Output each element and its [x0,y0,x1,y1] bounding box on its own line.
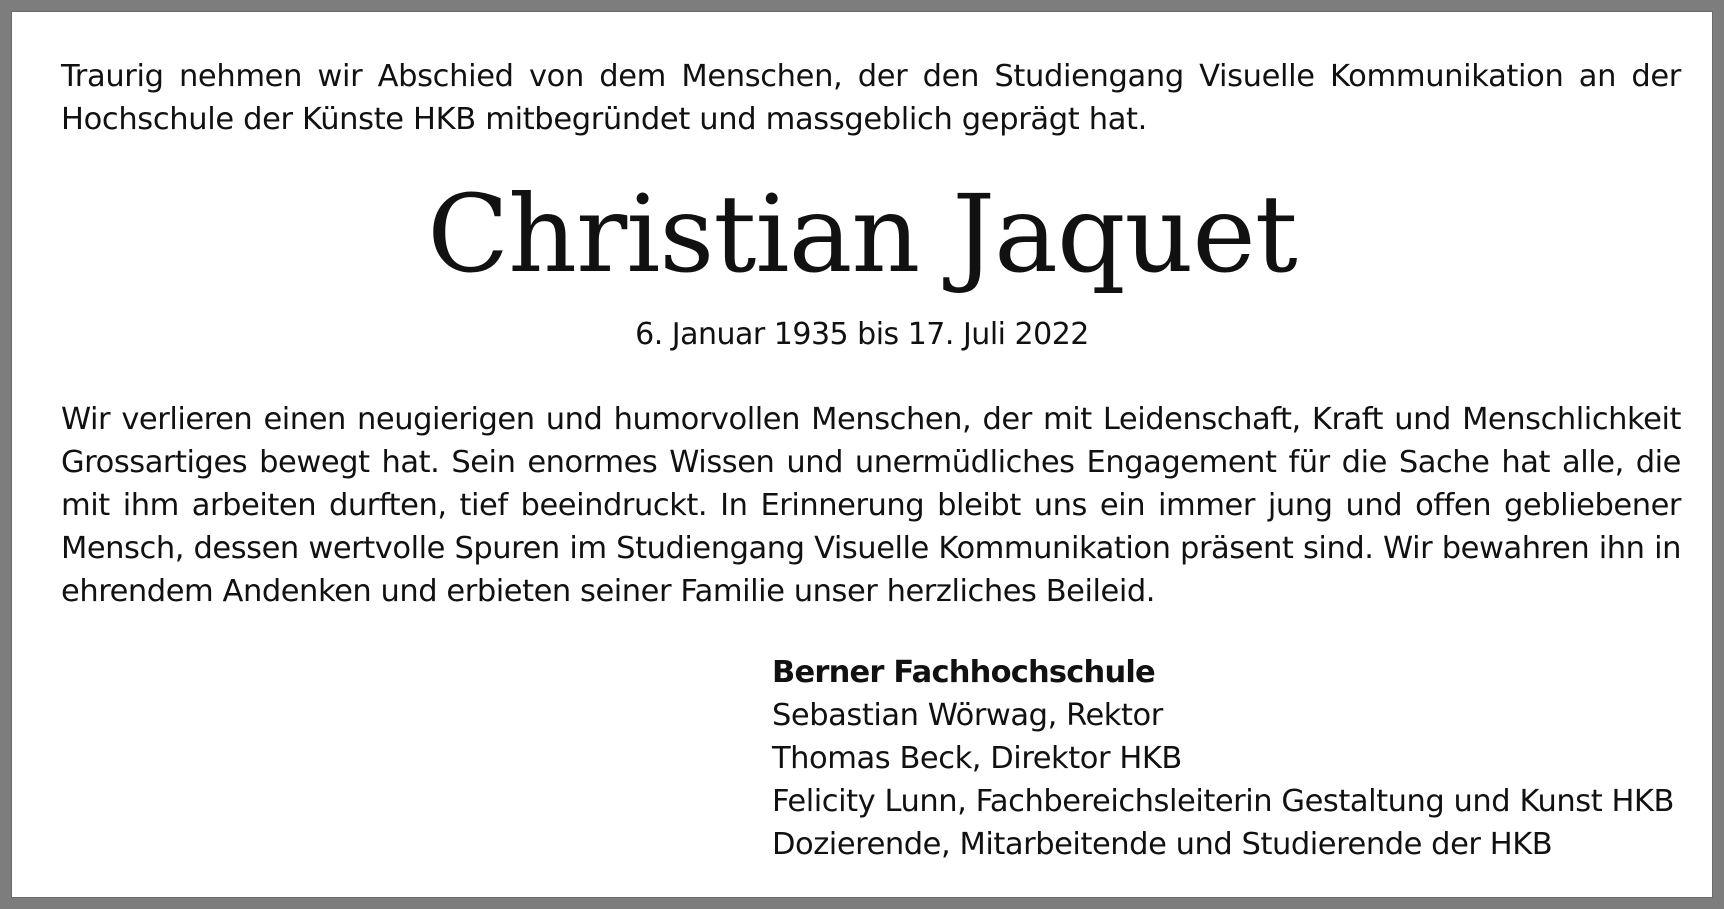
signature-block [772,651,1672,866]
signature-line: Felicity Lunn, Fachbereichsleiterin Gestaltung und Kunst HKB [772,784,1674,819]
intro-text: Traurig nehmen wir Abschied von dem Menschen, der den Studiengang Visuelle Kommunikation an der Hochschule der Künste HKB mitbegründet und massgeblich geprägt hat. [61,59,1681,137]
signature-line: Thomas Beck, Direktor HKB [772,741,1182,776]
signature-line: Sebastian Wörwag, Rektor [772,698,1163,733]
tribute-text: Wir verlieren einen neugierigen und humorvollen Menschen, der mit Leidenschaft, Kraft und Menschlichkeit Grossartiges bewegt hat. Sein enormes Wissen und unermüdliches Engagement für die Sache hat alle, die mit ihm arbeiten durften, tief beeindruckt. In Erinnerung bleibt uns ein immer jung und offen gebliebener Mensch, dessen wertvolle Spuren im Studiengang Visuelle Kommunikation präsent sind. Wir bewahren ihn in ehrendem Andenken und erbieten seiner Familie unser herzliches Beileid. [61,402,1681,609]
signature-organization: Berner Fachhochschule [772,655,1155,690]
life-dates: 6. Januar 1935 bis 17. Juli 2022 [635,317,1089,352]
obituary-notice [12,12,1712,897]
signature-line: Dozierende, Mitarbeitende und Studierende der HKB [772,827,1553,862]
deceased-name: Christian Jaquet [427,173,1297,297]
